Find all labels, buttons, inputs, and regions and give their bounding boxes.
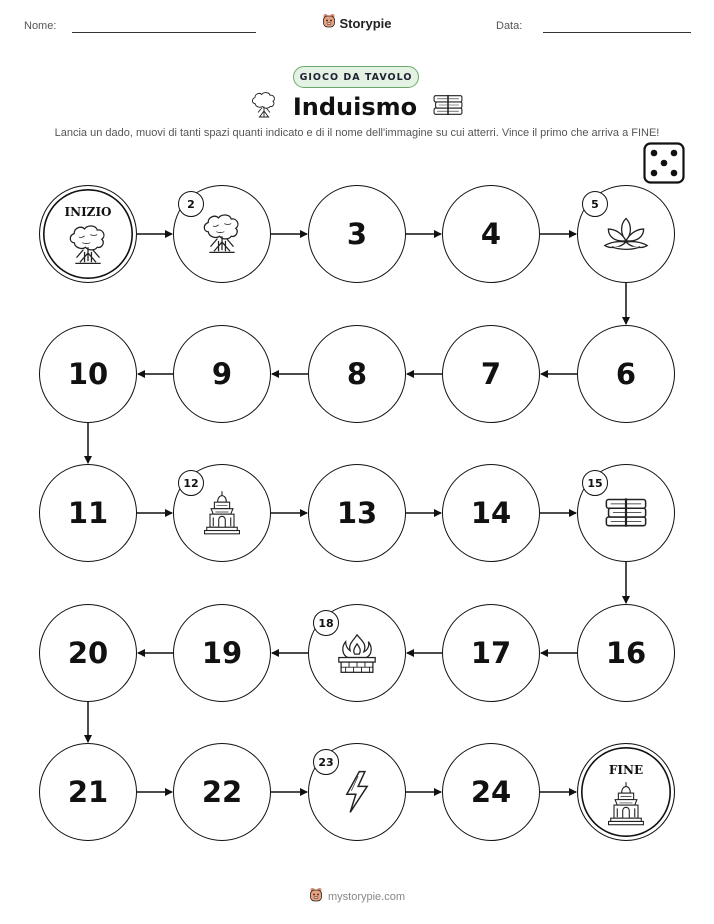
banyan-tree-icon [198,211,246,261]
scriptures-icon [602,495,650,535]
space-number: 24 [470,775,512,809]
date-label: Data: [496,20,523,32]
space-9 [173,325,271,423]
space-6 [577,325,675,423]
space-5 [577,185,675,283]
instructions: Lancia un dado, muovi di tanti spazi quanti indicato e di il nome dell'immagine su cui atterri. Vince il primo che arriva a FINE! [54,127,660,139]
space-number: 16 [605,636,647,670]
space-start [39,185,137,283]
space-3 [308,185,406,283]
space-15 [577,464,675,562]
name-label: Nome: [24,20,57,32]
space-number-badge: 12 [178,470,204,496]
space-number-badge: 5 [582,191,608,217]
space-number: 22 [201,775,243,809]
space-number: 6 [615,357,637,391]
space-11 [39,464,137,562]
storypie-logo-icon [309,887,323,907]
space-2 [173,185,271,283]
space-number: 17 [470,636,512,670]
space-number-badge: 2 [178,191,204,217]
space-23 [308,743,406,841]
space-14 [442,464,540,562]
space-number: 9 [211,357,233,391]
page-title: Induismo [292,93,418,121]
space-13 [308,464,406,562]
lightning-icon [340,769,374,819]
space-number: 7 [480,357,502,391]
space-number-badge: 18 [313,610,339,636]
temple-icon [606,780,646,832]
space-22 [173,743,271,841]
space-16 [577,604,675,702]
space-17 [442,604,540,702]
space-number: 13 [336,496,378,530]
space-number: 10 [67,357,109,391]
space-label: FINE [608,763,644,777]
space-21 [39,743,137,841]
banyan-tree-icon [64,222,112,272]
space-label: INIZIO [64,205,112,219]
space-number: 8 [346,357,368,391]
space-24 [442,743,540,841]
space-10 [39,325,137,423]
space-number-badge: 23 [313,749,339,775]
temple-icon [202,489,242,541]
space-number-badge: 15 [582,470,608,496]
space-4 [442,185,540,283]
lotus-icon [600,214,652,258]
space-number: 21 [67,775,109,809]
footer-url: mystorypie.com [327,891,406,903]
space-18 [308,604,406,702]
space-number: 4 [480,217,502,251]
space-number: 20 [67,636,109,670]
space-7 [442,325,540,423]
space-8 [308,325,406,423]
fire-altar-icon [332,630,382,680]
space-20 [39,604,137,702]
brand-name: Storypie [339,15,392,31]
space-number: 3 [346,217,368,251]
space-number: 19 [201,636,243,670]
space-finish [577,743,675,841]
space-12 [173,464,271,562]
category-badge: GIOCO DA TAVOLO [293,66,419,88]
space-number: 14 [470,496,512,530]
space-number: 11 [67,496,109,530]
space-19 [173,604,271,702]
footer [0,887,714,907]
